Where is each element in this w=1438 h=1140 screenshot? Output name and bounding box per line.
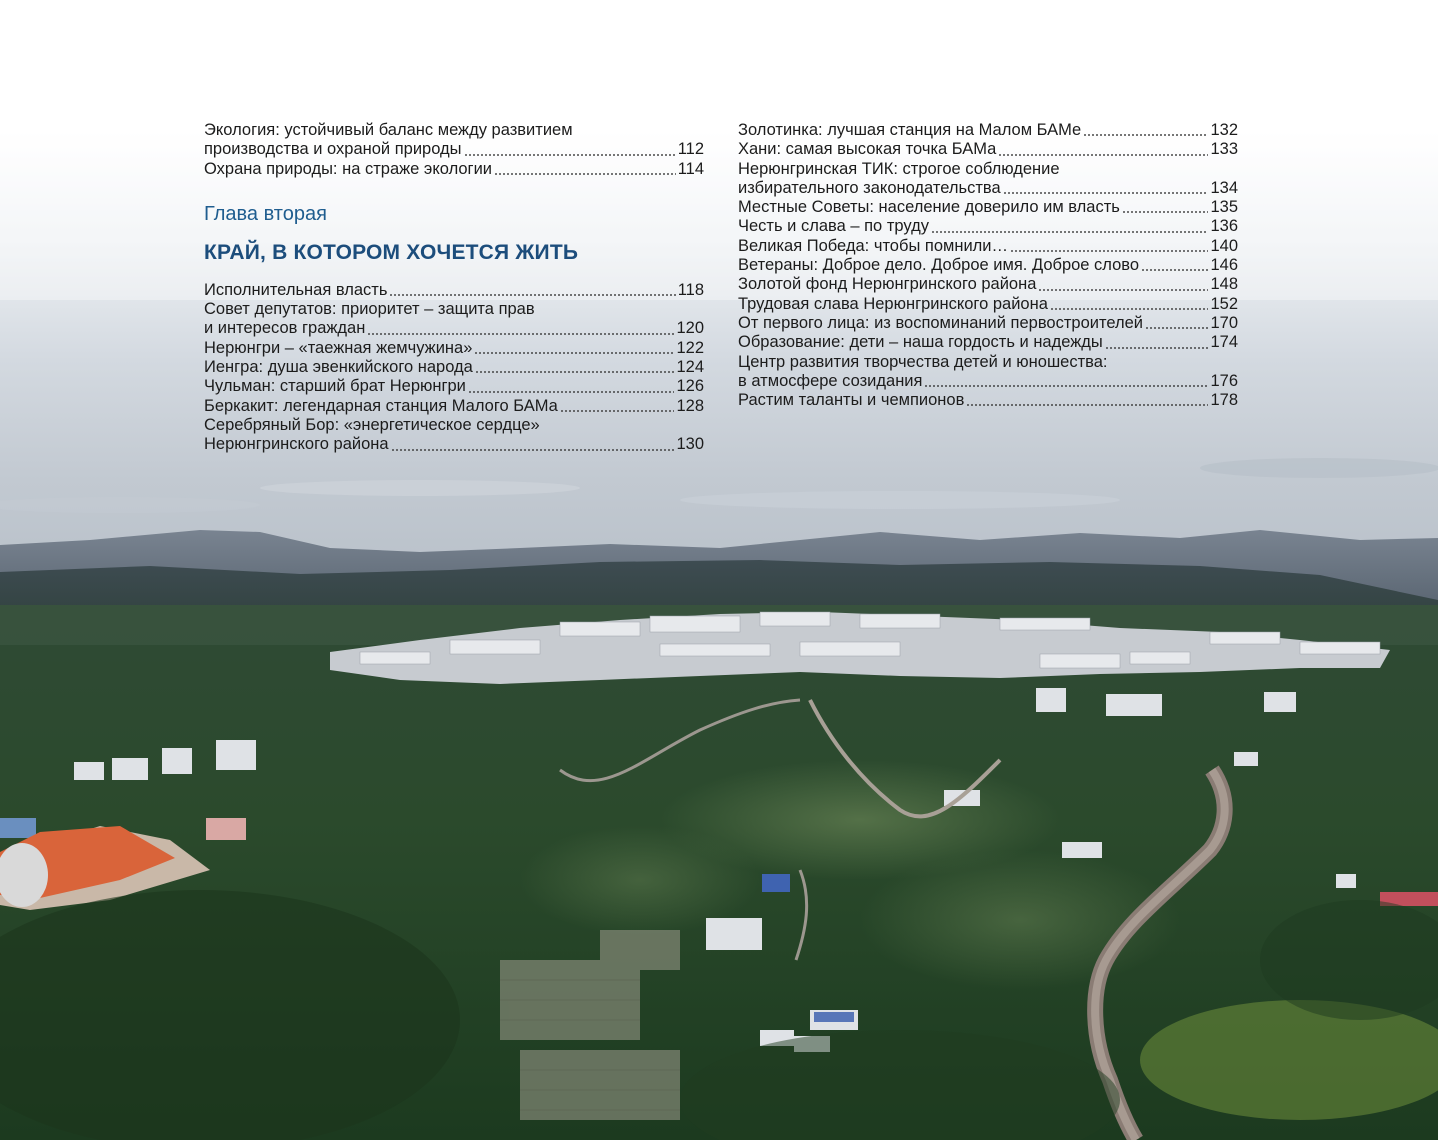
toc-entry-page: 122 xyxy=(676,338,704,357)
leader-dots xyxy=(1105,347,1209,349)
toc-entry[interactable] xyxy=(738,295,1238,314)
toc-entry-page: 114 xyxy=(677,159,704,178)
toc-entry-page: 128 xyxy=(676,396,704,415)
toc-entry-page: 148 xyxy=(1210,275,1238,294)
toc-entry-title-line2: Нерюнгринского района xyxy=(204,435,389,454)
leader-dots xyxy=(1050,308,1209,310)
toc-entry[interactable] xyxy=(738,275,1238,294)
toc-entry-page: 152 xyxy=(1210,294,1238,313)
leader-dots xyxy=(924,385,1208,387)
leader-dots xyxy=(494,173,676,175)
leader-dots xyxy=(474,352,674,354)
toc-entry-page: 120 xyxy=(676,319,704,338)
toc-entry-title: Трудовая слава Нерюнгринского района xyxy=(738,294,1048,313)
chapter-title: КРАЙ, В КОТОРОМ ХОЧЕТСЯ ЖИТЬ xyxy=(204,240,579,264)
leader-dots xyxy=(1003,192,1209,194)
toc-entry-title: Золотинка: лучшая станция на Малом БАМе xyxy=(738,121,1082,139)
toc-entry-title: Честь и слава – по труду xyxy=(738,217,929,236)
leader-dots xyxy=(475,371,675,373)
toc-entry-title: Исполнительная власть xyxy=(204,280,388,299)
toc-entry-page: 178 xyxy=(1210,391,1238,410)
toc-entry-page: 134 xyxy=(1210,178,1238,197)
toc-entry-title-line1: Центр развития творчества детей и юношества: xyxy=(738,352,1108,371)
leader-dots xyxy=(1145,327,1208,329)
toc-entry-title-line1: Совет депутатов: приоритет – защита прав xyxy=(204,300,535,319)
toc-entry[interactable] xyxy=(738,237,1238,256)
toc-entry-title-line2: в атмосфере созидания xyxy=(738,371,923,390)
toc-entry[interactable] xyxy=(738,256,1238,275)
leader-dots xyxy=(1122,211,1209,213)
toc-entry[interactable] xyxy=(204,339,704,358)
leader-dots xyxy=(389,294,675,296)
toc-entry-page: 133 xyxy=(1210,140,1238,159)
toc-entry[interactable] xyxy=(204,160,704,179)
toc-entry[interactable] xyxy=(204,416,704,455)
toc-entry-page: 124 xyxy=(676,358,704,377)
toc-entry-title: Нерюнгри – «таежная жемчужина» xyxy=(204,338,473,357)
toc-left-column xyxy=(204,121,704,455)
toc-entry[interactable] xyxy=(204,358,704,377)
toc-entry[interactable] xyxy=(738,217,1238,236)
toc-entry-page: 170 xyxy=(1210,313,1238,332)
toc-entry[interactable] xyxy=(738,198,1238,217)
leader-dots xyxy=(998,154,1208,156)
toc-entry-page: 112 xyxy=(677,140,704,159)
toc-entry-title: Растим таланты и чемпионов xyxy=(738,391,965,410)
leader-dots xyxy=(1083,134,1208,136)
toc-entry-title-line2: избирательного законодательства xyxy=(738,178,1001,197)
leader-dots xyxy=(367,333,674,335)
toc-entry-page: 126 xyxy=(676,377,704,396)
toc-entry-page: 130 xyxy=(676,435,704,454)
toc-entry-title-line1: Нерюнгринская ТИК: строгое соблюдение xyxy=(738,159,1060,178)
toc-entry[interactable] xyxy=(738,140,1238,159)
toc-entry[interactable] xyxy=(738,160,1238,199)
toc-entry-page: 118 xyxy=(677,280,704,299)
toc-entry-title: Образование: дети – наша гордость и надежды xyxy=(738,333,1103,352)
toc-entry-page: 176 xyxy=(1210,371,1238,390)
leader-dots xyxy=(1010,250,1208,252)
toc-entry[interactable] xyxy=(204,377,704,396)
toc-entry-page: 135 xyxy=(1210,198,1238,217)
toc-entry[interactable] xyxy=(738,314,1238,333)
toc-entry[interactable] xyxy=(204,397,704,416)
leader-dots xyxy=(464,154,676,156)
toc-entry-page: 132 xyxy=(1210,121,1238,139)
toc-entry[interactable] xyxy=(204,121,704,160)
toc-entry-page: 174 xyxy=(1210,333,1238,352)
toc-entry-title: Местные Советы: население доверило им власть xyxy=(738,198,1120,217)
toc-entry[interactable] xyxy=(738,333,1238,352)
toc-entry-title: Золотой фонд Нерюнгринского района xyxy=(738,275,1037,294)
toc-entry-title: Ветераны: Доброе дело. Доброе имя. Доброе слово xyxy=(738,256,1140,275)
toc-entry[interactable] xyxy=(738,391,1238,410)
toc-entry-page: 146 xyxy=(1210,256,1238,275)
leader-dots xyxy=(560,410,675,412)
toc-entry-title: Иенгра: душа эвенкийского народа xyxy=(204,358,473,377)
toc-entry[interactable] xyxy=(204,281,704,300)
toc-entry-title: Охрана природы: на страже экологии xyxy=(204,159,493,178)
toc-entry-title-line2: и интересов граждан xyxy=(204,319,366,338)
chapter-label: Глава вторая xyxy=(204,202,327,225)
toc-entry[interactable] xyxy=(738,121,1238,140)
toc-entry-title: Беркакит: легендарная станция Малого БАМа xyxy=(204,396,558,415)
toc-entry[interactable] xyxy=(738,353,1238,392)
toc-entry-page: 140 xyxy=(1210,236,1238,255)
leader-dots xyxy=(1038,289,1208,291)
toc-entry-page: 136 xyxy=(1210,217,1238,236)
toc-entry-title: От первого лица: из воспоминаний первостроителей xyxy=(738,313,1143,332)
toc-right-column xyxy=(738,121,1238,410)
leader-dots xyxy=(468,391,675,393)
leader-dots xyxy=(931,231,1209,233)
leader-dots xyxy=(391,449,675,451)
toc-entry-title-line1: Экология: устойчивый баланс между развитием xyxy=(204,121,573,139)
toc-entry-title-line2: производства и охраной природы xyxy=(204,140,462,159)
toc-entry[interactable] xyxy=(204,300,704,339)
leader-dots xyxy=(966,404,1208,406)
toc-entry-title: Великая Победа: чтобы помнили… xyxy=(738,236,1009,255)
toc-entry-title: Чульман: старший брат Нерюнгри xyxy=(204,377,466,396)
leader-dots xyxy=(1141,269,1208,271)
toc-entry-title-line1: Серебряный Бор: «энергетическое сердце» xyxy=(204,415,540,434)
toc-entry-title: Хани: самая высокая точка БАМа xyxy=(738,140,997,159)
